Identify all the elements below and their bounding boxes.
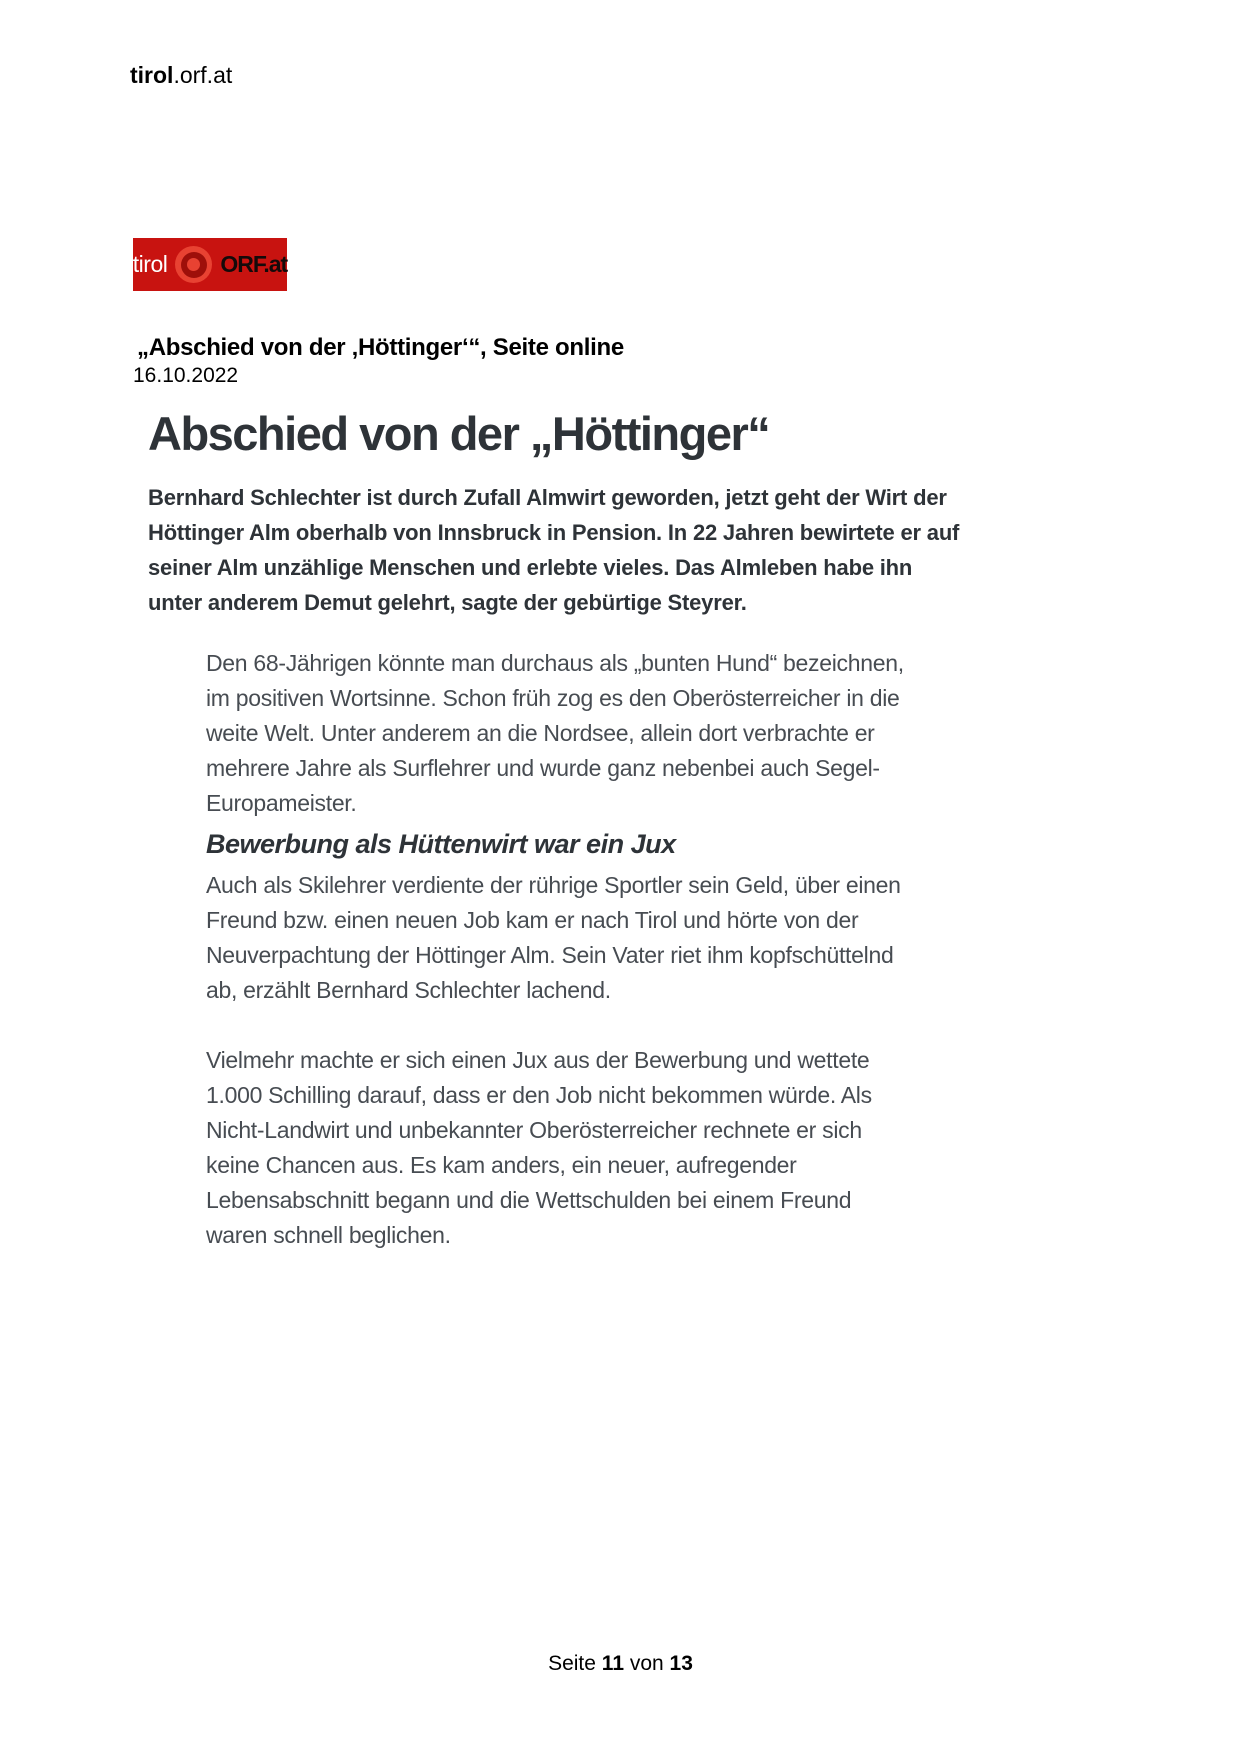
logo-brand-label: ORF.at [220,251,288,277]
printed-source-url-rest: .orf.at [173,62,233,88]
footer-page-number: 11 [601,1652,624,1675]
logo-region-label: tirol [132,251,168,277]
article-subheading: Bewerbung als Hüttenwirt war ein Jux [206,828,676,859]
document-date: 16.10.2022 [133,364,239,387]
article-paragraph-3: Vielmehr machte er sich einen Jux aus der Bewerbung und wettete 1.000 Schilling darauf, dass er den Job nicht bekommen würde. Als Nicht-Landwirt und unbekannter Oberösterreicher rechnete er sich keine Chancen aus. Es kam anders, ein neuer, aufregender Lebensabschnitt begann und die Wettschulden bei einem Freund waren schnell beglichen. [206,1046,872,1248]
printed-source-url-bold: tirol [130,62,174,88]
tirol-orf-logo [133,238,287,291]
article-paragraph-1: Den 68-Jährigen könnte man durchaus als „bunten Hund“ bezeichnen, im positiven Wortsinne. Schon früh zog es den Oberösterreicher in die weite Welt. Unter anderem an die Nordsee, allein dort verbrachte er mehrere Jahre als Surflehrer und wurde ganz nebenbei auch Segel-Europameister. [206,649,904,816]
article-body [206,646,914,1253]
article-lead-paragraph: Bernhard Schlechter ist durch Zufall Almwirt geworden, jetzt geht der Wirt der Höttinger Alm oberhalb von Innsbruck in Pension. In 22 Jahren bewirtete er auf seiner Alm unzählige Menschen und erlebte vieles. Das Almleben habe ihn unter anderem Demut gelehrt, sagte der gebürtige Steyrer. [148,484,960,615]
page-footer [0,1652,1241,1676]
document-heading: „Abschied von der ‚Höttinger‘“, Seite online [137,334,624,361]
footer-total-pages: 13 [669,1652,693,1675]
footer-separator: von [629,1652,664,1675]
article [148,408,980,1253]
orf-eye-icon [175,246,212,283]
footer-prefix: Seite [548,1652,596,1675]
printed-source-url [130,62,232,89]
article-paragraph-2: Auch als Skilehrer verdiente der rührige Sportler sein Geld, über einen Freund bzw. einen neuen Job kam er nach Tirol und hörte von der Neuverpachtung der Höttinger Alm. Sein Vater riet ihm kopfschüttelnd ab, erzählt Bernhard Schlechter lachend. [206,871,901,1003]
article-title: Abschied von der „Höttinger“ [148,407,770,460]
